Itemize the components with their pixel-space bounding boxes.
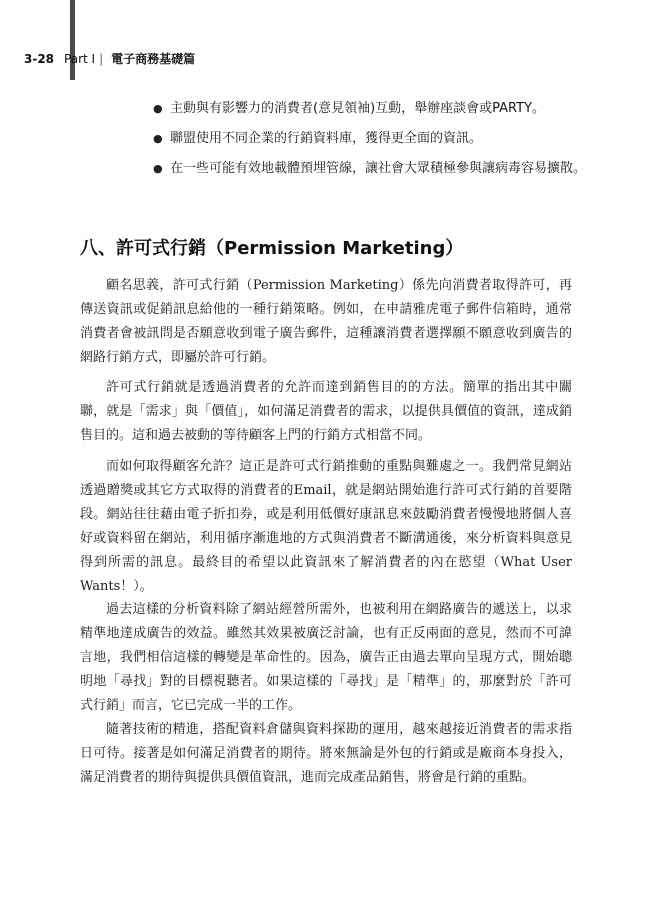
bullet-icon: ● (153, 132, 163, 145)
paragraph-3: 而如何取得顧客允許？這正是許可式行銷推動的重點與難處之一。我們常見網站透過贈獎或其它方式取得的消費者的Email，就是網站開始進行許可式行銷的首要階段。網站往往藉由電子折扣券，或是利用低價好康訊息來鼓勵消費者慢慢地將個人喜好或資料留在網站，利用循序漸進地的方式與消費者不斷溝通後，來分析資料與意見得到所需的訊息。最終目的希望以此資訊來了解消費者的內在慾望（What User Wants！）。 (80, 459, 572, 594)
bullet-list (153, 98, 590, 188)
list-item (153, 128, 590, 150)
section-heading: 八、許可式行銷（Permission Marketing） (80, 238, 464, 259)
paragraph-2: 許可式行銷就是透過消費者的允許而達到銷售目的的方法。簡單的指出其中關聯，就是「需求」與「價值」，如何滿足消費者的需求，以提供具價值的資訊，達成銷售目的。這和過去被動的等待顧客上門的行銷方式相當不同。 (80, 380, 572, 443)
bullet-icon: ● (153, 162, 163, 175)
bullet-text: 在一些可能有效地載體預埋管線，讓社會大眾積極參與讓病毒容易擴散。 (170, 161, 587, 176)
part-label: Part I (64, 52, 96, 66)
paragraph-5: 隨著技術的精進，搭配資料倉儲與資料探勘的運用，越來越接近消費者的需求指日可待。接著是如何滿足消費者的期待。將來無論是外包的行銷或是廠商本身投入，滿足消費者的期待與提供具價值資訊，進而完成產品銷售，將會是行銷的重點。 (80, 722, 572, 785)
chapter-title: 電子商務基礎篇 (111, 52, 196, 66)
header-separator: | (99, 52, 104, 66)
list-item (153, 158, 590, 180)
paragraph-1: 顧名思義，許可式行銷（Permission Marketing）係先向消費者取得許可，再傳送資訊或促銷訊息給他的一種行銷策略。例如，在申請雅虎電子郵件信箱時，通常消費者會被訊問是否願意收到電子廣告郵件，這種讓消費者選擇願不願意收到廣告的網路行銷方式，即屬於許可行銷。 (80, 278, 572, 365)
bullet-text: 主動與有影響力的消費者(意見領袖)互動，舉辦座談會或PARTY。 (170, 101, 546, 116)
paragraph-4: 過去這樣的分析資料除了網站經營所需外，也被利用在網路廣告的遞送上，以求精準地達成廣告的效益。雖然其效果被廣泛討論，也有正反兩面的意見，然而不可諱言地，我們相信這樣的轉變是革命性的。因為，廣告正由過去單向呈現方式，開始聰明地「尋找」對的目標視聽者。如果這樣的「尋找」是「精準」的，那麼對於「許可式行銷」而言，它已完成一半的工作。 (80, 602, 572, 713)
bullet-icon: ● (153, 102, 163, 115)
page-number: 3-28 (24, 52, 55, 66)
list-item (153, 98, 590, 120)
bullet-text: 聯盟使用不同企業的行銷資料庫，獲得更全面的資訊。 (170, 131, 483, 146)
header-rule (70, 0, 75, 80)
running-header (24, 50, 195, 67)
